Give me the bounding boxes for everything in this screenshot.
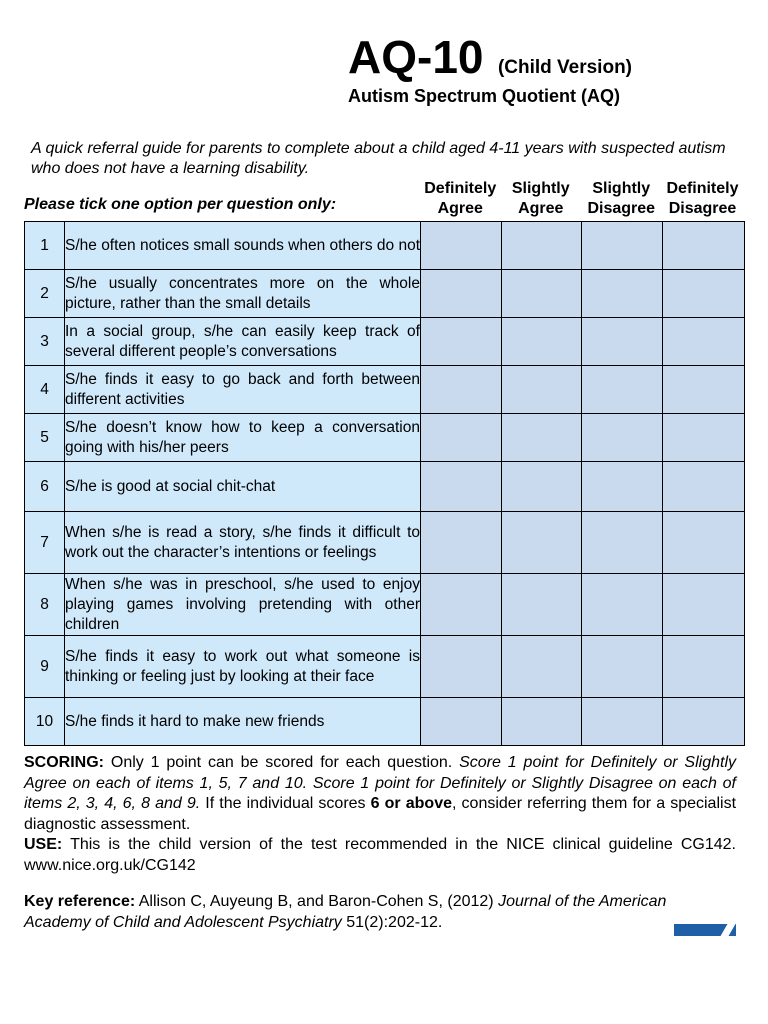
question-text: S/he often notices small sounds when others do not <box>65 222 421 270</box>
tick-box-slightly-agree[interactable] <box>501 270 582 318</box>
tick-box-slightly-agree[interactable] <box>501 636 582 698</box>
question-text: In a social group, s/he can easily keep track of several different people’s conversations <box>65 318 421 366</box>
table-row <box>25 636 745 698</box>
use-paragraph: USE: This is the child version of the test recommended in the NICE clinical guideline CG142. www.nice.org.uk/CG142 <box>24 836 736 874</box>
tick-box-slightly-disagree[interactable] <box>582 414 663 462</box>
question-text: S/he finds it easy to work out what someone is thinking or feeling just by looking at their face <box>65 636 421 698</box>
question-text: S/he doesn’t know how to keep a conversation going with his/her peers <box>65 414 421 462</box>
tick-box-definitely-disagree[interactable] <box>662 512 744 574</box>
tick-box-definitely-disagree[interactable] <box>662 318 744 366</box>
tick-box-slightly-disagree[interactable] <box>582 698 663 746</box>
tick-box-slightly-agree[interactable] <box>501 462 582 512</box>
instruction-text: Please tick one option per question only: <box>24 196 337 213</box>
question-number: 3 <box>25 318 65 366</box>
question-text: S/he is good at social chit-chat <box>65 462 421 512</box>
page-title: AQ-10 <box>348 31 484 83</box>
tick-box-slightly-disagree[interactable] <box>582 636 663 698</box>
tick-box-slightly-disagree[interactable] <box>582 222 663 270</box>
table-row <box>25 366 745 414</box>
question-number: 4 <box>25 366 65 414</box>
question-number: 8 <box>25 574 65 636</box>
question-number: 6 <box>25 462 65 512</box>
intro-text: A quick referral guide for parents to complete about a child aged 4-11 years with suspected autism who does not have a learning disability. <box>31 140 726 177</box>
option-headers <box>420 179 744 219</box>
tick-box-slightly-agree[interactable] <box>501 414 582 462</box>
tick-box-definitely-disagree[interactable] <box>662 414 744 462</box>
scoring-label: SCORING: <box>24 754 104 771</box>
tick-box-definitely-disagree[interactable] <box>662 574 744 636</box>
tick-box-definitely-agree[interactable] <box>421 512 502 574</box>
page-subtitle: Autism Spectrum Quotient (AQ) <box>348 86 621 106</box>
questionnaire-table <box>24 221 745 746</box>
question-number: 10 <box>25 698 65 746</box>
key-reference-label: Key reference: <box>24 893 136 910</box>
question-text: S/he usually concentrates more on the whole picture, rather than the small details <box>65 270 421 318</box>
header-definitely-disagree: Definitely Disagree <box>666 180 739 217</box>
tick-box-definitely-agree[interactable] <box>421 698 502 746</box>
tick-box-definitely-disagree[interactable] <box>662 366 744 414</box>
tick-box-slightly-disagree[interactable] <box>582 366 663 414</box>
question-number: 9 <box>25 636 65 698</box>
tick-box-definitely-agree[interactable] <box>421 366 502 414</box>
tick-box-definitely-disagree[interactable] <box>662 270 744 318</box>
tick-box-slightly-agree[interactable] <box>501 318 582 366</box>
question-number: 2 <box>25 270 65 318</box>
table-row <box>25 574 745 636</box>
tick-box-slightly-disagree[interactable] <box>582 462 663 512</box>
tick-box-definitely-agree[interactable] <box>421 414 502 462</box>
tick-box-definitely-agree[interactable] <box>421 270 502 318</box>
tick-box-slightly-agree[interactable] <box>501 222 582 270</box>
table-row <box>25 222 745 270</box>
tick-box-slightly-disagree[interactable] <box>582 512 663 574</box>
tick-box-slightly-agree[interactable] <box>501 366 582 414</box>
table-row <box>25 512 745 574</box>
tick-box-definitely-disagree[interactable] <box>662 636 744 698</box>
header-slightly-disagree: Slightly Disagree <box>587 180 656 217</box>
tick-box-slightly-agree[interactable] <box>501 512 582 574</box>
header-slightly-agree: Slightly Agree <box>511 180 570 217</box>
table-row <box>25 318 745 366</box>
table-row <box>25 462 745 512</box>
tick-box-slightly-agree[interactable] <box>501 574 582 636</box>
tick-box-slightly-disagree[interactable] <box>582 574 663 636</box>
title-block <box>348 30 632 84</box>
tick-box-definitely-agree[interactable] <box>421 574 502 636</box>
question-number: 7 <box>25 512 65 574</box>
tick-box-slightly-agree[interactable] <box>501 698 582 746</box>
tick-box-definitely-agree[interactable] <box>421 318 502 366</box>
version-label: (Child Version) <box>497 57 633 78</box>
logo <box>674 924 736 936</box>
table-row <box>25 414 745 462</box>
tick-box-slightly-disagree[interactable] <box>582 270 663 318</box>
question-text: S/he finds it hard to make new friends <box>65 698 421 746</box>
question-number: 5 <box>25 414 65 462</box>
table-row <box>25 270 745 318</box>
tick-box-definitely-agree[interactable] <box>421 636 502 698</box>
tick-box-definitely-agree[interactable] <box>421 222 502 270</box>
question-number: 1 <box>25 222 65 270</box>
tick-box-definitely-disagree[interactable] <box>662 462 744 512</box>
tick-box-definitely-disagree[interactable] <box>662 698 744 746</box>
question-text: When s/he was in preschool, s/he used to enjoy playing games involving pretending with other children <box>65 574 421 636</box>
tick-box-definitely-agree[interactable] <box>421 462 502 512</box>
question-text: When s/he is read a story, s/he finds it difficult to work out the character’s intentions or feelings <box>65 512 421 574</box>
use-label: USE: <box>24 836 63 853</box>
question-text: S/he finds it easy to go back and forth between different activities <box>65 366 421 414</box>
tick-box-definitely-disagree[interactable] <box>662 222 744 270</box>
header-definitely-agree: Definitely Agree <box>424 180 497 217</box>
scoring-paragraph: SCORING: Only 1 point can be scored for each question. Score 1 point for Definitely or Slightly Agree on each of items 1, 5, 7 and 10. Score 1 point for Definitely or Slightly Disagree on each of items 2, 3, 4, 6, 8 and 9. If the individual scores 6 or above, consider referring them for a specialist diagnostic assessment. <box>24 754 737 833</box>
scoring-section <box>24 753 736 876</box>
key-reference: Key reference: Allison C, Auyeung B, and Baron-Cohen S, (2012) Journal of the American Academy of Child and Adolescent Psychiatry 51(2):202-12. <box>24 893 667 931</box>
table-row <box>25 698 745 746</box>
tick-box-slightly-disagree[interactable] <box>582 318 663 366</box>
